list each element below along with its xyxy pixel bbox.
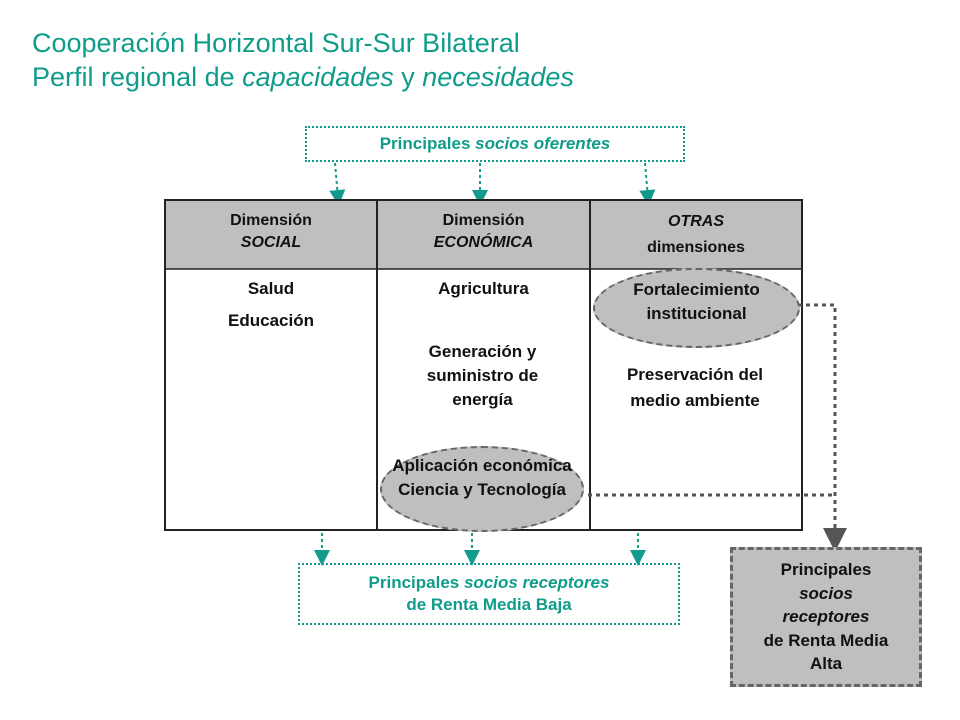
ciencia-label: Aplicación económica Ciencia y Tecnología [392,456,572,499]
header-label-italic: ECONÓMICA [433,234,534,251]
title-text: Perfil regional de [32,62,243,92]
alta-line-italic: socios [799,583,853,603]
economica-item-energia: Generación y suministro de energía [426,342,539,409]
receptores-label: Principales [368,573,464,592]
receptores-italic: socios receptores [463,573,610,592]
header-dimension-economica [378,201,589,269]
title-text: y [393,62,423,92]
alta-line: de Renta Media [763,630,889,650]
header-label: Dimensión [442,212,525,229]
oferentes-label: Principales [379,134,476,153]
otras-item-medio-ambiente: Preservación del medio ambiente [626,365,764,410]
receptores-alta-box [730,547,922,687]
header-dimension-social [166,201,376,269]
social-item-salud: Salud [247,279,295,298]
fortalecimiento-label: Fortalecimiento institucional [633,280,760,323]
economica-item-agricultura: Agricultura [438,279,529,298]
receptores-baja-line-2: de Renta Media Baja [406,595,572,614]
ellipse-ciencia-tecnologia [380,446,584,532]
title-italic-capacidades: capacidades [242,62,394,92]
header-label-italic: OTRAS [668,213,724,230]
title-line-1: Cooperación Horizontal Sur-Sur Bilateral [32,28,520,58]
header-label: Dimensión [230,212,312,229]
title-italic-necesidades: necesidades [422,62,574,92]
header-label: dimensiones [647,239,745,256]
receptores-baja-line-1 [300,572,678,594]
alta-line: Alta [809,654,843,673]
alta-line-italic: receptores [782,607,870,626]
ellipse-fortalecimiento [593,268,800,348]
alta-line: Principales [780,560,872,579]
social-item-educacion: Educación [228,311,314,330]
header-label-italic: SOCIAL [240,234,302,251]
header-otras-dimensiones [591,201,801,269]
receptores-baja-box [298,563,680,625]
oferentes-italic: socios oferentes [475,134,611,153]
